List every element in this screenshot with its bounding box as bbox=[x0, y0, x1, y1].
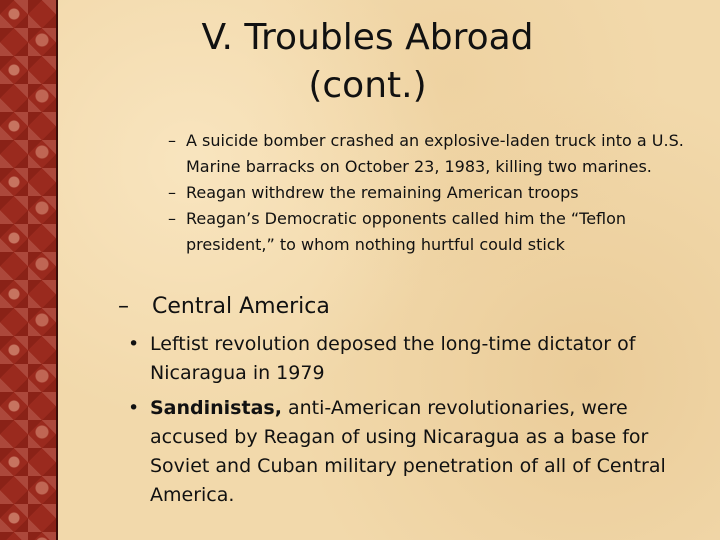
bullet-list bbox=[128, 330, 688, 516]
bullet-bold-term: Sandinistas, bbox=[150, 397, 282, 419]
dash-marker: – bbox=[168, 209, 176, 228]
slide-title bbox=[110, 14, 625, 110]
dash-marker: – bbox=[118, 294, 129, 319]
decorative-border-strip bbox=[0, 0, 56, 540]
bullet-item bbox=[128, 330, 688, 388]
dash-marker: – bbox=[168, 131, 176, 150]
slide-title-line-2: (cont.) bbox=[308, 65, 427, 106]
sub-bullet-item bbox=[168, 180, 688, 206]
sub-bullet-list bbox=[168, 128, 688, 258]
sub-bullet-item bbox=[168, 206, 688, 258]
bullet-text: anti-American revolutionaries, were accused by Reagan of using Nicaragua as a base for Soviet and Cuban military penetration of all of Central America. bbox=[150, 397, 666, 506]
section-heading bbox=[118, 292, 330, 322]
sub-bullet-text: A suicide bomber crashed an explosive-laden truck into a U.S. Marine barracks on October 23, 1983, killing two marines. bbox=[186, 131, 684, 176]
bullet-item bbox=[128, 394, 688, 510]
section-heading-text: Central America bbox=[152, 294, 330, 319]
bullet-text: Leftist revolution deposed the long-time dictator of Nicaragua in 1979 bbox=[150, 333, 636, 384]
bullet-marker: • bbox=[128, 397, 140, 419]
sub-bullet-text: Reagan withdrew the remaining American troops bbox=[186, 183, 579, 202]
bullet-marker: • bbox=[128, 333, 140, 355]
slide-title-line-1: V. Troubles Abroad bbox=[201, 17, 534, 58]
sub-bullet-text: Reagan’s Democratic opponents called him the “Teflon president,” to whom nothing hurtful could stick bbox=[186, 209, 627, 254]
dash-marker: – bbox=[168, 183, 176, 202]
sub-bullet-item bbox=[168, 128, 688, 180]
